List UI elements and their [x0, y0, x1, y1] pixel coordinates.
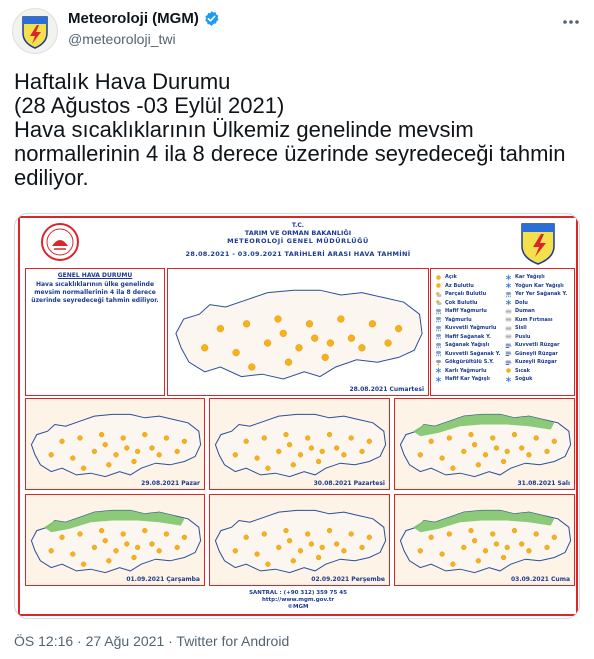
legend-item: [435, 333, 500, 342]
sun-icon: [429, 439, 434, 444]
turkey-map: [395, 399, 576, 491]
legend-item: [505, 299, 567, 308]
legend-item: [505, 350, 567, 359]
sandstorm-icon: [505, 316, 512, 323]
legend-column: [435, 273, 500, 384]
footer-phone: SANTRAL : (+90 312) 359 75 45: [249, 590, 347, 596]
sun-icon: [359, 344, 366, 351]
sun-icon: [135, 545, 140, 550]
sun-icon: [124, 446, 129, 451]
sun-icon: [106, 462, 111, 467]
sun-icon: [360, 449, 365, 454]
sun-icon: [243, 320, 250, 327]
legend-label: Güneyli Rüzgar: [515, 350, 558, 357]
legend-column: [505, 273, 567, 384]
sun-icon: [244, 535, 249, 540]
snow-icon: [505, 274, 512, 281]
sun-icon: [395, 325, 402, 332]
day-map: [394, 494, 575, 586]
sun-icon: [311, 335, 318, 342]
north-wind-icon: [505, 359, 512, 366]
legend-item: [505, 333, 567, 342]
light-rain-icon: [435, 308, 442, 315]
sun-icon: [322, 354, 329, 361]
turkey-map: [210, 399, 391, 491]
sun-icon: [262, 436, 267, 441]
legend-item: [435, 290, 500, 299]
general-forecast-heading: GENEL HAVA DURUMU: [57, 272, 133, 279]
sun-icon: [306, 320, 313, 327]
sun-icon: [476, 558, 481, 563]
shower-icon: [435, 342, 442, 349]
legend-item: [435, 282, 500, 291]
tweet-line: Hava sıcaklıklarının Ülkemiz genelinde mevsim: [14, 117, 474, 142]
legend-label: Sisli: [515, 325, 527, 332]
sun-icon: [121, 436, 126, 441]
sun-icon: [385, 340, 392, 347]
sun-icon: [305, 532, 310, 537]
sun-icon: [103, 442, 108, 447]
legend-label: Yoğun Kar Yağışlı: [515, 282, 564, 289]
sun-icon: [284, 528, 289, 533]
sun-icon: [338, 316, 345, 323]
sun-icon: [248, 364, 255, 371]
heavy-shower-icon: [435, 350, 442, 357]
legend-item: [505, 324, 567, 333]
sun-icon: [255, 552, 260, 557]
sun-icon: [447, 532, 452, 537]
sun-icon: [276, 545, 281, 550]
legend-item: [435, 341, 500, 350]
sun-icon: [49, 452, 54, 457]
sun-icon: [60, 535, 65, 540]
sun-icon: [264, 340, 271, 347]
sun-icon: [78, 436, 83, 441]
sun-icon: [99, 432, 104, 437]
map-date-caption: 03.09.2021 Cuma: [510, 576, 570, 583]
sun-icon: [435, 274, 442, 281]
sun-icon: [233, 349, 240, 356]
hail-icon: [505, 299, 512, 306]
map-date-caption: 29.08.2021 Pazar: [141, 480, 200, 487]
sun-icon: [70, 552, 75, 557]
sun-icon: [534, 436, 539, 441]
legend-label: Kuzeyli Rüzgar: [515, 359, 557, 366]
sun-cloud-icon: [435, 282, 442, 289]
sun-icon: [501, 459, 506, 464]
sun-icon: [316, 459, 321, 464]
light-snow-icon: [435, 376, 442, 383]
sun-icon: [552, 439, 557, 444]
map-date-caption: 02.09.2021 Perşembe: [311, 576, 385, 583]
sun-icon: [182, 439, 187, 444]
legend-item: [435, 350, 500, 359]
sun-icon: [512, 432, 517, 437]
day-map: [25, 494, 205, 586]
more-options-button[interactable]: [562, 12, 580, 26]
legend-label: Dolu: [515, 299, 528, 306]
poster-header-line: T.C.: [291, 222, 305, 229]
more-horizontal-icon: [562, 19, 580, 25]
sun-icon: [334, 542, 339, 547]
map-date-caption: 01.09.2021 Çarşamba: [126, 576, 200, 583]
day-map: [209, 494, 390, 586]
strong-wind-icon: [505, 342, 512, 349]
sun-icon: [92, 449, 97, 454]
sun-icon: [217, 325, 224, 332]
sun-icon: [472, 442, 477, 447]
sun-icon: [483, 548, 488, 553]
handle[interactable]: @meteoroloji_twi: [68, 31, 176, 47]
turkey-map: [395, 495, 576, 587]
sun-icon: [298, 452, 303, 457]
sun-icon: [494, 542, 499, 547]
poster-header-line: TARIM VE ORMAN BAKANLIĞI: [244, 229, 352, 237]
legend-item: [435, 299, 500, 308]
sun-icon: [505, 545, 510, 550]
footer-copyright: ©MGM: [287, 604, 309, 610]
legend-item: [435, 307, 500, 316]
sun-icon: [164, 532, 169, 537]
sun-icon: [164, 436, 169, 441]
sun-icon: [490, 436, 495, 441]
tweet-media-image[interactable]: [14, 213, 580, 619]
sun-icon: [476, 462, 481, 467]
legend-label: Yağmurlu: [445, 316, 472, 323]
mgm-logo-icon: [518, 220, 558, 266]
tweet-timestamp[interactable]: ÖS 12:16 · 27 Ağu 2021 · Twitter for Android: [14, 633, 290, 649]
sun-icon: [527, 452, 532, 457]
sun-icon: [534, 532, 539, 537]
legend-label: Hafif Yağmurlu: [445, 308, 487, 315]
legend-item: [505, 307, 567, 316]
legend-label: Duman: [515, 308, 535, 315]
sun-icon: [291, 462, 296, 467]
sun-icon: [494, 446, 499, 451]
sun-icon: [512, 528, 517, 533]
sun-icon: [348, 335, 355, 342]
day-map: [209, 398, 390, 490]
legend-item: [505, 375, 567, 384]
sun-icon: [342, 452, 347, 457]
legend-item: [505, 341, 567, 350]
sun-icon: [255, 456, 260, 461]
sun-icon: [519, 542, 524, 547]
legend-label: Kuvvetli Rüzgar: [515, 342, 560, 349]
sun-icon: [266, 466, 271, 471]
sun-icon: [70, 456, 75, 461]
sun-icon: [233, 548, 238, 553]
sun-icon: [349, 436, 354, 441]
sun-icon: [418, 452, 423, 457]
sun-icon: [327, 528, 332, 533]
sun-icon: [527, 548, 532, 553]
thunderstorm-icon: [435, 359, 442, 366]
legend-label: Kar Yağışlı: [515, 274, 545, 281]
sun-icon: [316, 555, 321, 560]
tweet-line: Haftalık Hava Durumu: [14, 69, 231, 94]
legend-item: [435, 316, 500, 325]
legend-box: [430, 268, 575, 396]
sun-icon: [552, 535, 557, 540]
sun-icon: [320, 545, 325, 550]
hot-icon: [505, 367, 512, 374]
sun-icon: [519, 446, 524, 451]
sun-icon: [142, 528, 147, 533]
heavy-snow-icon: [505, 282, 512, 289]
sun-icon: [418, 548, 423, 553]
legend-item: [435, 324, 500, 333]
sun-icon: [309, 542, 314, 547]
turkey-map: [26, 399, 206, 491]
sun-icon: [327, 340, 334, 347]
day-map: [25, 398, 205, 490]
sun-icon: [451, 466, 456, 471]
sun-icon: [81, 466, 86, 471]
avatar[interactable]: [12, 8, 58, 54]
sun-icon: [327, 432, 332, 437]
legend-item: [435, 273, 500, 282]
fog-icon: [505, 325, 512, 332]
sun-icon: [320, 449, 325, 454]
general-forecast-text: Hava sıcaklıklarının ülke genelinde mevsim normallerinin 4 ila 8 derece üzerinde seyredeceği tahmin ediliyor.: [31, 281, 159, 304]
map-date-caption: 31.08.2021 Salı: [517, 480, 570, 487]
legend-item: [435, 358, 500, 367]
south-wind-icon: [505, 350, 512, 357]
legend-label: Soğuk: [515, 376, 533, 383]
sun-icon: [244, 439, 249, 444]
legend-label: Kuvvetli Sağanak Y.: [445, 350, 501, 357]
sun-icon: [287, 538, 292, 543]
sun-icon: [469, 432, 474, 437]
sun-icon: [175, 449, 180, 454]
legend-item: [435, 375, 500, 384]
sun-icon: [451, 562, 456, 567]
sun-icon: [150, 542, 155, 547]
legend-label: Kuvvetli Yağmurlu: [445, 325, 497, 332]
sun-icon: [447, 436, 452, 441]
sun-icon: [483, 452, 488, 457]
sun-icon: [201, 344, 208, 351]
legend-label: Parçalı Bulutlu: [445, 291, 487, 298]
footer-url[interactable]: http://www.mgm.gov.tr: [261, 597, 335, 603]
partly-cloudy-icon: [435, 291, 442, 298]
tweet-line: (28 Ağustos -03 Eylül 2021): [14, 93, 285, 118]
sun-icon: [121, 532, 126, 537]
sun-icon: [309, 446, 314, 451]
sun-icon: [114, 548, 119, 553]
sun-icon: [284, 432, 289, 437]
rain-icon: [435, 316, 442, 323]
sun-icon: [349, 532, 354, 537]
sun-icon: [78, 532, 83, 537]
scattered-shower-icon: [505, 291, 512, 298]
sun-icon: [106, 558, 111, 563]
sun-icon: [92, 545, 97, 550]
legend-item: [505, 282, 567, 291]
sun-icon: [342, 548, 347, 553]
legend-label: Puslu: [515, 333, 531, 340]
sun-icon: [305, 436, 310, 441]
sun-icon: [360, 545, 365, 550]
sun-icon: [472, 538, 477, 543]
cloud-icon: [435, 299, 442, 306]
legend-item: [505, 273, 567, 282]
sun-icon: [135, 449, 140, 454]
sun-icon: [49, 548, 54, 553]
sun-icon: [291, 558, 296, 563]
sun-icon: [440, 552, 445, 557]
main-map: [167, 268, 429, 396]
sun-icon: [60, 439, 65, 444]
legend-label: Kum Fırtınası: [515, 316, 553, 323]
legend-item: [505, 367, 567, 376]
legend-item: [435, 367, 500, 376]
sun-icon: [505, 449, 510, 454]
smoke-icon: [505, 308, 512, 315]
sun-icon: [182, 535, 187, 540]
sun-icon: [440, 456, 445, 461]
sun-icon: [280, 330, 287, 337]
sun-icon: [461, 545, 466, 550]
sun-icon: [124, 542, 129, 547]
legend-label: Sıcak: [515, 367, 530, 374]
sun-icon: [114, 452, 119, 457]
sun-icon: [132, 459, 137, 464]
sun-icon: [103, 538, 108, 543]
sun-icon: [150, 446, 155, 451]
sleet-icon: [435, 367, 442, 374]
legend-item: [505, 358, 567, 367]
sun-icon: [81, 562, 86, 567]
sun-icon: [298, 548, 303, 553]
legend-label: Yer Yer Sağanak Y.: [515, 291, 568, 298]
light-shower-icon: [435, 333, 442, 340]
sun-icon: [262, 532, 267, 537]
legend-label: Sağanak Yağışlı: [445, 342, 490, 349]
legend-item: [505, 290, 567, 299]
sun-icon: [175, 545, 180, 550]
sun-icon: [367, 535, 372, 540]
sun-icon: [275, 316, 282, 323]
display-name[interactable]: Meteoroloji (MGM): [68, 10, 199, 27]
poster-header-line: METEOROLOJİ GENEL MÜDÜRLÜĞÜ: [227, 237, 369, 245]
sun-icon: [429, 535, 434, 540]
sun-icon: [369, 320, 376, 327]
verified-badge-icon: [203, 10, 220, 27]
sun-icon: [285, 359, 292, 366]
sun-icon: [545, 545, 550, 550]
sun-icon: [469, 528, 474, 533]
turkey-map: [210, 495, 391, 587]
sun-icon: [132, 555, 137, 560]
map-date-caption: 28.08.2021 Cumartesi: [349, 386, 424, 393]
legend-label: Gökgürültülü S.Y.: [445, 359, 494, 366]
legend-label: Hafif Sağanak Y.: [445, 333, 491, 340]
sun-icon: [157, 548, 162, 553]
sun-icon: [233, 452, 238, 457]
sun-icon: [501, 555, 506, 560]
legend-label: Karlı Yağmurlu: [445, 367, 487, 374]
map-date-caption: 30.08.2021 Pazartesi: [313, 480, 385, 487]
sun-icon: [266, 562, 271, 567]
mgm-avatar-logo-icon: [15, 11, 55, 51]
sun-icon: [545, 449, 550, 454]
turkey-map: [26, 495, 206, 587]
legend-label: Açık: [445, 274, 457, 281]
day-map: [394, 398, 575, 490]
legend-label: Hafif Kar Yağışlı: [445, 376, 490, 383]
sun-icon: [157, 452, 162, 457]
sun-icon: [142, 432, 147, 437]
legend-label: Çok Bulutlu: [445, 299, 478, 306]
turkey-map: [168, 269, 430, 397]
poster-subtitle: 28.08.2021 - 03.09.2021 TARİHLERİ ARASI HAVA TAHMİNİ: [185, 250, 411, 258]
tweet-line: ediliyor.: [14, 165, 89, 190]
tweet-text: [14, 70, 584, 190]
cold-icon: [505, 376, 512, 383]
haze-icon: [505, 333, 512, 340]
sun-icon: [296, 344, 303, 351]
sun-icon: [367, 439, 372, 444]
forecast-poster: [18, 216, 578, 616]
general-forecast-box: [25, 268, 165, 396]
legend-item: [505, 316, 567, 325]
sun-icon: [276, 449, 281, 454]
sun-icon: [287, 442, 292, 447]
sun-icon: [334, 446, 339, 451]
heavy-rain-icon: [435, 325, 442, 332]
tweet-line: normallerinin 4 ila 8 derece üzerinde seyredeceği tahmin: [14, 141, 566, 166]
sun-icon: [490, 532, 495, 537]
legend-label: Az Bulutlu: [445, 282, 474, 289]
sun-icon: [99, 528, 104, 533]
sun-icon: [461, 449, 466, 454]
